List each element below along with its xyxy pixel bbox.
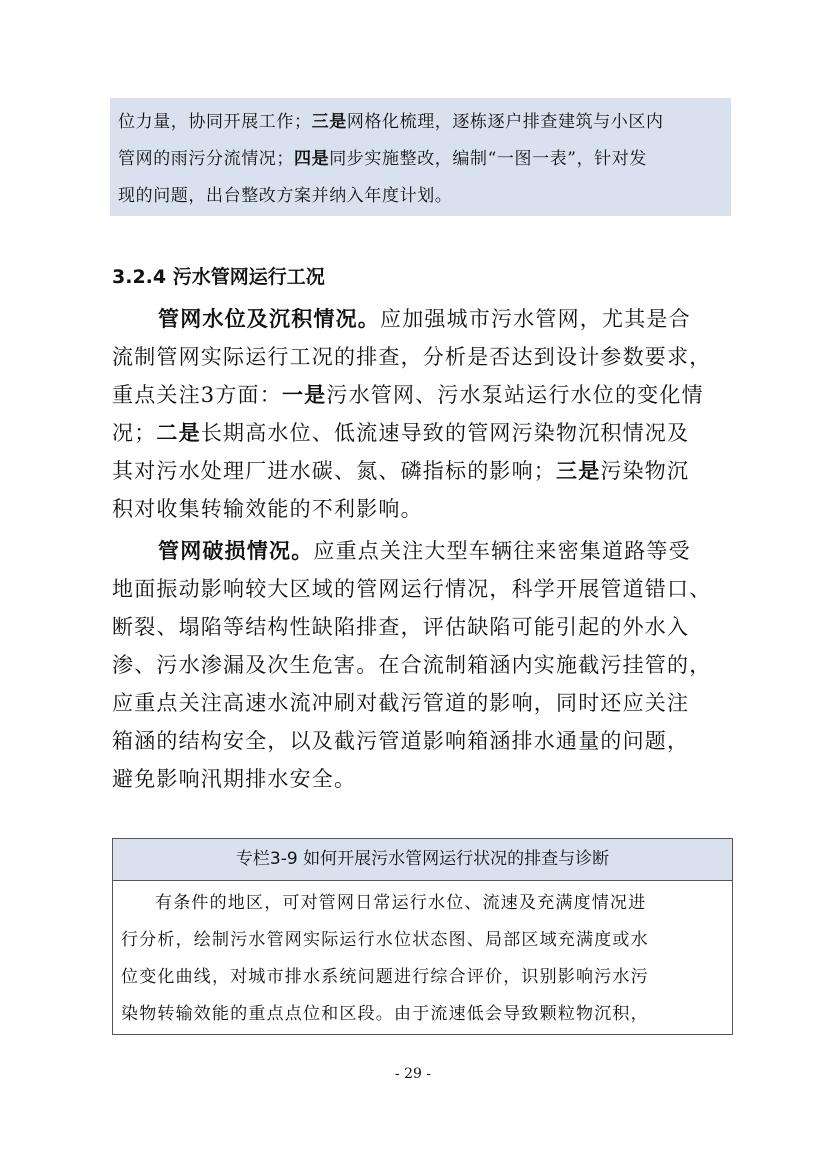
section-heading: 3.2.4 污水管网运行工况 xyxy=(112,266,325,288)
paragraph-pipe-damage xyxy=(112,532,732,798)
highlight-line-2: 管网的雨污分流情况；四是同步实施整改，编制“一图一表”，针对发 xyxy=(118,149,647,169)
paragraph-line: 应重点关注高速水流冲刷对截污管道的影响，同时还应关注 xyxy=(112,691,690,715)
paragraph-lead: 管网破损情况。 xyxy=(158,538,314,563)
sidebar-line: 位变化曲线，对城市排水系统问题进行综合评价，识别影响污水污 xyxy=(121,967,649,987)
paragraph-line: 管网水位及沉积情况。应加强城市污水管网，尤其是合 xyxy=(158,306,691,331)
paragraph-pipe-water-level xyxy=(112,300,732,528)
paragraph-line: 流制管网实际运行工况的排查，分析是否达到设计参数要求， xyxy=(112,345,712,369)
paragraph-lead: 管网水位及沉积情况。 xyxy=(158,306,380,331)
sidebar-line: 染物转输效能的重点点位和区段。由于流速低会导致颗粒物沉积， xyxy=(121,1004,649,1024)
sidebar-box xyxy=(112,838,733,1035)
page-number: - 29 - xyxy=(394,1066,432,1082)
paragraph-line: 重点关注3方面：一是污水管网、污水泵站运行水位的变化情 xyxy=(112,382,704,407)
highlight-line-3: 现的问题，出台整改方案并纳入年度计划。 xyxy=(118,186,453,206)
sidebar-line: 行分析，绘制污水管网实际运行水位状态图、局部区域充满度或水 xyxy=(121,930,649,950)
paragraph-line: 断裂、塌陷等结构性缺陷排查，评估缺陷可能引起的外水入 xyxy=(112,615,690,639)
sidebar-line: 有条件的地区，可对管网日常运行水位、流速及充满度情况进 xyxy=(155,893,647,913)
highlight-line-1: 位力量，协同开展工作；三是网格化梳理，逐栋逐户排查建筑与小区内 xyxy=(118,112,664,132)
sidebar-body xyxy=(113,881,732,1033)
paragraph-line: 其对污水处理厂进水碳、氮、磷指标的影响；三是污染物沉 xyxy=(112,458,690,483)
paragraph-line: 地面振动影响较大区域的管网运行情况，科学开展管道错口、 xyxy=(112,577,712,601)
highlight-box-top xyxy=(110,98,731,216)
sidebar-title: 专栏3-9 如何开展污水管网运行状况的排查与诊断 xyxy=(113,839,732,881)
paragraph-line: 避免影响汛期排水安全。 xyxy=(112,767,357,791)
paragraph-line: 管网破损情况。应重点关注大型车辆往来密集道路等受 xyxy=(158,538,691,563)
paragraph-line: 况；二是长期高水位、低流速导致的管网污染物沉积情况及 xyxy=(112,420,690,445)
paragraph-line: 渗、污水渗漏及次生危害。在合流制箱涵内实施截污挂管的， xyxy=(112,653,712,677)
paragraph-line: 积对收集转输效能的不利影响。 xyxy=(112,497,423,521)
paragraph-line: 箱涵的结构安全，以及截污管道影响箱涵排水通量的问题， xyxy=(112,729,690,753)
